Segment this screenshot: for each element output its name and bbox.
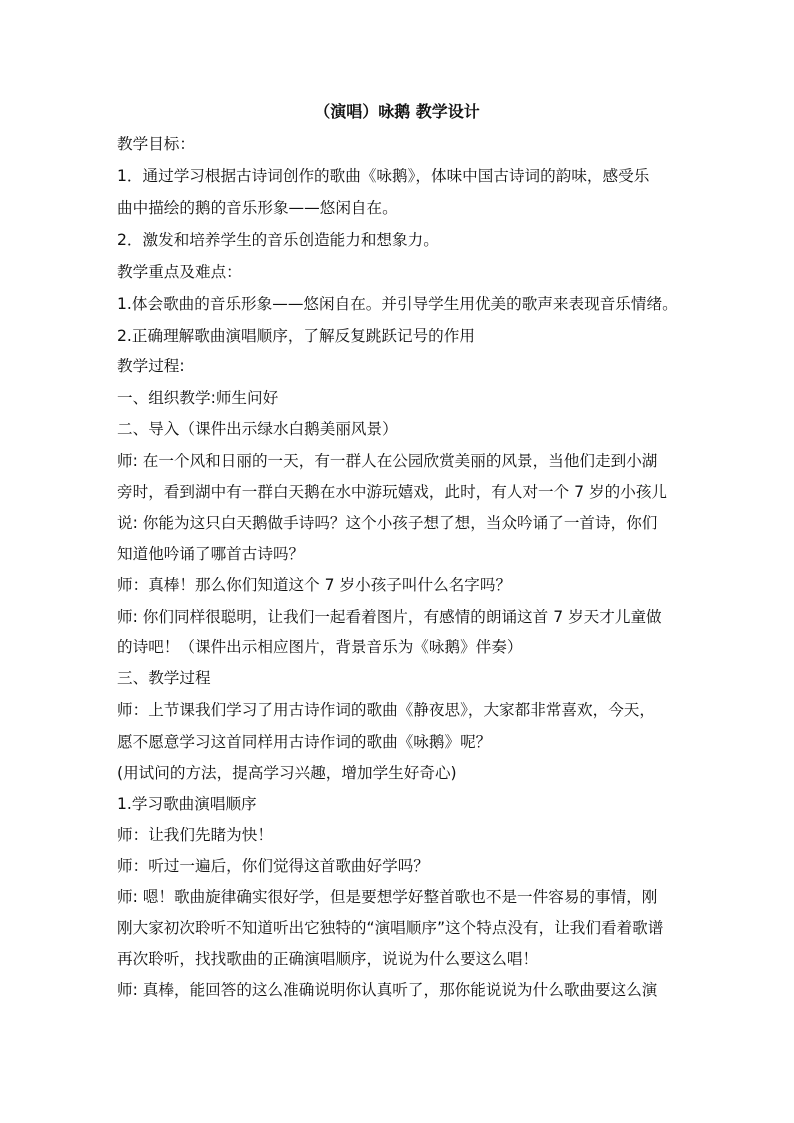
text-line: 三、教学过程 <box>117 669 211 687</box>
text-line: 愿不愿意学习这首同样用古诗作词的歌曲《咏鹅》呢？ <box>117 733 492 751</box>
text-line: 师：让我们先睹为快！ <box>117 826 273 844</box>
text-line: 师: 在一个风和日丽的一天，有一群人在公园欣赏美丽的风景，当他们走到小湖 <box>117 452 658 470</box>
text-line: 1.体会歌曲的音乐形象——悠闲自在。并引导学生用优美的歌声来表现音乐情绪。 <box>117 295 678 313</box>
text-line: 1．通过学习根据古诗词创作的歌曲《咏鹅》，体味中国古诗词的韵味，感受乐 <box>117 167 650 185</box>
text-line: 教学重点及难点： <box>117 263 242 281</box>
text-line: 师: 真棒，能回答的这么准确说明你认真听了，那你能说说为什么歌曲要这么演 <box>117 981 658 999</box>
text-line: 一、组织教学:师生问好 <box>117 389 279 407</box>
text-line: 知道他吟诵了哪首古诗吗？ <box>117 545 305 563</box>
text-line: (用试问的方法，提高学习兴趣，增加学生好奇心) <box>117 764 457 782</box>
text-line: 曲中描绘的鹅的音乐形象——悠闲自在。 <box>117 199 398 217</box>
text-line: 2.正确理解歌曲演唱顺序，了解反复跳跃记号的作用 <box>117 327 475 345</box>
text-line: 师：真棒！那么你们知道这个 7 岁小孩子叫什么名字吗？ <box>117 576 512 594</box>
text-line: 旁时，看到湖中有一群白天鹅在水中游玩嬉戏，此时，有人对一个 7 岁的小孩儿 <box>117 483 668 501</box>
text-line: 二、导入（课件出示绿水白鹅美丽风景） <box>117 420 398 438</box>
text-line: 师: 你们同样很聪明，让我们一起看着图片，有感情的朗诵这首 7 岁天才儿童做 <box>117 608 662 626</box>
text-line: 说: 你能为这只白天鹅做手诗吗？这个小孩子想了想，当众吟诵了一首诗，你们 <box>117 514 658 532</box>
text-line: 刚大家初次聆听不知道听出它独特的“演唱顺序”这个特点没有，让我们看着歌谱 <box>117 919 664 937</box>
text-line: 1.学习歌曲演唱顺序 <box>117 795 257 813</box>
text-line: 2．激发和培养学生的音乐创造能力和想象力。 <box>117 231 439 249</box>
text-line: 的诗吧！（课件出示相应图片，背景音乐为《咏鹅》伴奏） <box>117 638 523 656</box>
text-line: 师: 嗯！歌曲旋律确实很好学，但是要想学好整首歌也不是一件容易的事情，刚 <box>117 888 658 906</box>
text-line: 再次聆听，找找歌曲的正确演唱顺序，说说为什么要这么唱！ <box>117 950 539 968</box>
text-line: 师：听过一遍后，你们觉得这首歌曲好学吗？ <box>117 857 429 875</box>
text-line: 教学目标： <box>117 135 195 153</box>
text-line: 教学过程: <box>117 357 185 375</box>
document-title: （演唱）咏鹅 教学设计 <box>314 102 480 121</box>
text-line: 师：上节课我们学习了用古诗作词的歌曲《静夜思》，大家都非常喜欢，今天， <box>117 701 655 719</box>
